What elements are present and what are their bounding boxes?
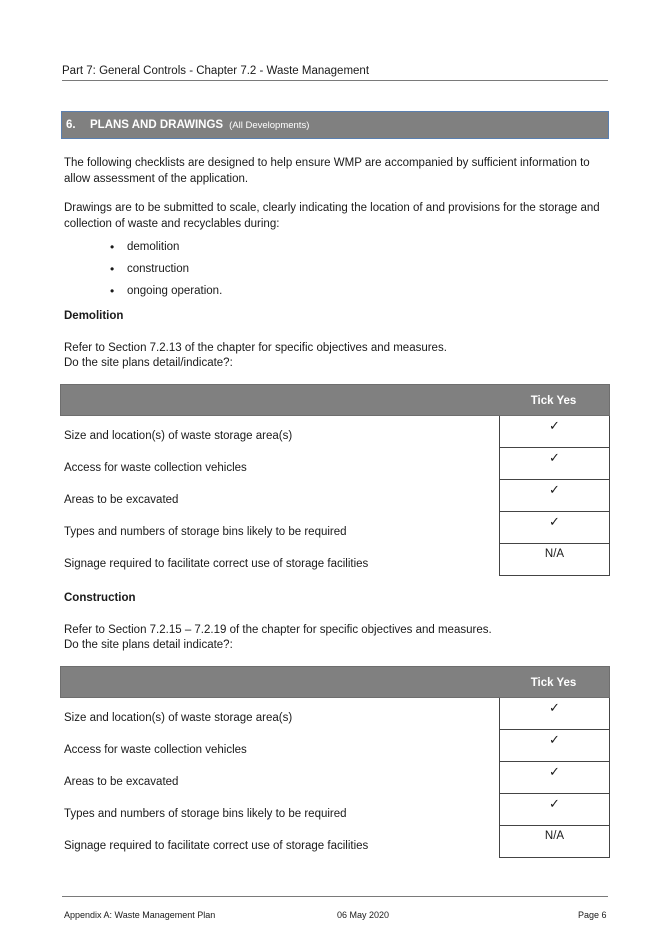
table-row (60, 544, 610, 576)
row-label: Size and location(s) of waste storage area(s) (64, 712, 293, 724)
footer-date: 06 May 2020 (337, 910, 390, 920)
footer-page-number: Page 6 (578, 910, 607, 920)
tick-cell: ✓ (499, 512, 610, 544)
demolition-heading: Demolition (64, 310, 124, 322)
row-label: Signage required to facilitate correct use of storage facilities (64, 840, 369, 852)
bullet-icon: • (110, 284, 115, 298)
tick-cell: ✓ (499, 794, 610, 826)
drawings-paragraph: Drawings are to be submitted to scale, clearly indicating the location of and provisions for the storage and collection of waste and recyclables during: (64, 202, 600, 230)
row-label: Types and numbers of storage bins likely to be required (64, 808, 347, 820)
tick-cell: ✓ (499, 480, 610, 512)
tick-cell: ✓ (499, 698, 610, 730)
bullet-icon: • (110, 240, 115, 254)
table-row (60, 730, 610, 762)
row-label: Access for waste collection vehicles (64, 462, 247, 474)
demolition-question: Do the site plans detail/indicate?: (64, 357, 233, 369)
section-heading-bar (61, 111, 609, 139)
row-label: Signage required to facilitate correct use of storage facilities (64, 558, 369, 570)
row-label: Types and numbers of storage bins likely to be required (64, 526, 347, 538)
table-row (60, 698, 610, 730)
row-label: Size and location(s) of waste storage area(s) (64, 430, 293, 442)
page-header: Part 7: General Controls - Chapter 7.2 - Waste Management (62, 65, 608, 81)
construction-reference: Refer to Section 7.2.15 – 7.2.19 of the chapter for specific objectives and measures. (64, 624, 492, 636)
tick-yes-column-header: Tick Yes (530, 677, 577, 689)
table-row (60, 416, 610, 448)
demolition-checklist-table (60, 384, 610, 576)
tick-cell: ✓ (499, 416, 610, 448)
tick-cell: ✓ (499, 730, 610, 762)
construction-heading: Construction (64, 592, 136, 604)
construction-question: Do the site plans detail indicate?: (64, 639, 233, 651)
row-label: Areas to be excavated (64, 776, 179, 788)
list-item: • demolition (110, 240, 180, 254)
construction-checklist-table (60, 666, 610, 858)
table-row (60, 448, 610, 480)
table-row (60, 762, 610, 794)
table-row (60, 826, 610, 858)
tick-yes-column-header: Tick Yes (530, 395, 577, 407)
tick-cell: N/A (499, 826, 610, 858)
footer-divider (62, 896, 608, 897)
table-row (60, 512, 610, 544)
demolition-reference: Refer to Section 7.2.13 of the chapter for specific objectives and measures. (64, 342, 447, 354)
stage-bullet-list (110, 236, 222, 302)
table-header (60, 384, 610, 416)
list-item: • ongoing operation. (110, 284, 223, 298)
tick-cell: ✓ (499, 762, 610, 794)
table-row (60, 794, 610, 826)
bullet-icon: • (110, 262, 115, 276)
row-label: Access for waste collection vehicles (64, 744, 247, 756)
table-header (60, 666, 610, 698)
footer-document-title: Appendix A: Waste Management Plan (64, 910, 216, 920)
section-number: 6. (66, 119, 76, 131)
tick-cell: N/A (499, 544, 610, 576)
intro-paragraph: The following checklists are designed to help ensure WMP are accompanied by sufficient information to allow assessment of the application. (64, 157, 590, 185)
section-title: PLANS AND DRAWINGS (90, 119, 224, 131)
table-row (60, 480, 610, 512)
section-subtitle: (All Developments) (229, 119, 310, 131)
row-label: Areas to be excavated (64, 494, 179, 506)
tick-cell: ✓ (499, 448, 610, 480)
list-item: • construction (110, 262, 190, 276)
